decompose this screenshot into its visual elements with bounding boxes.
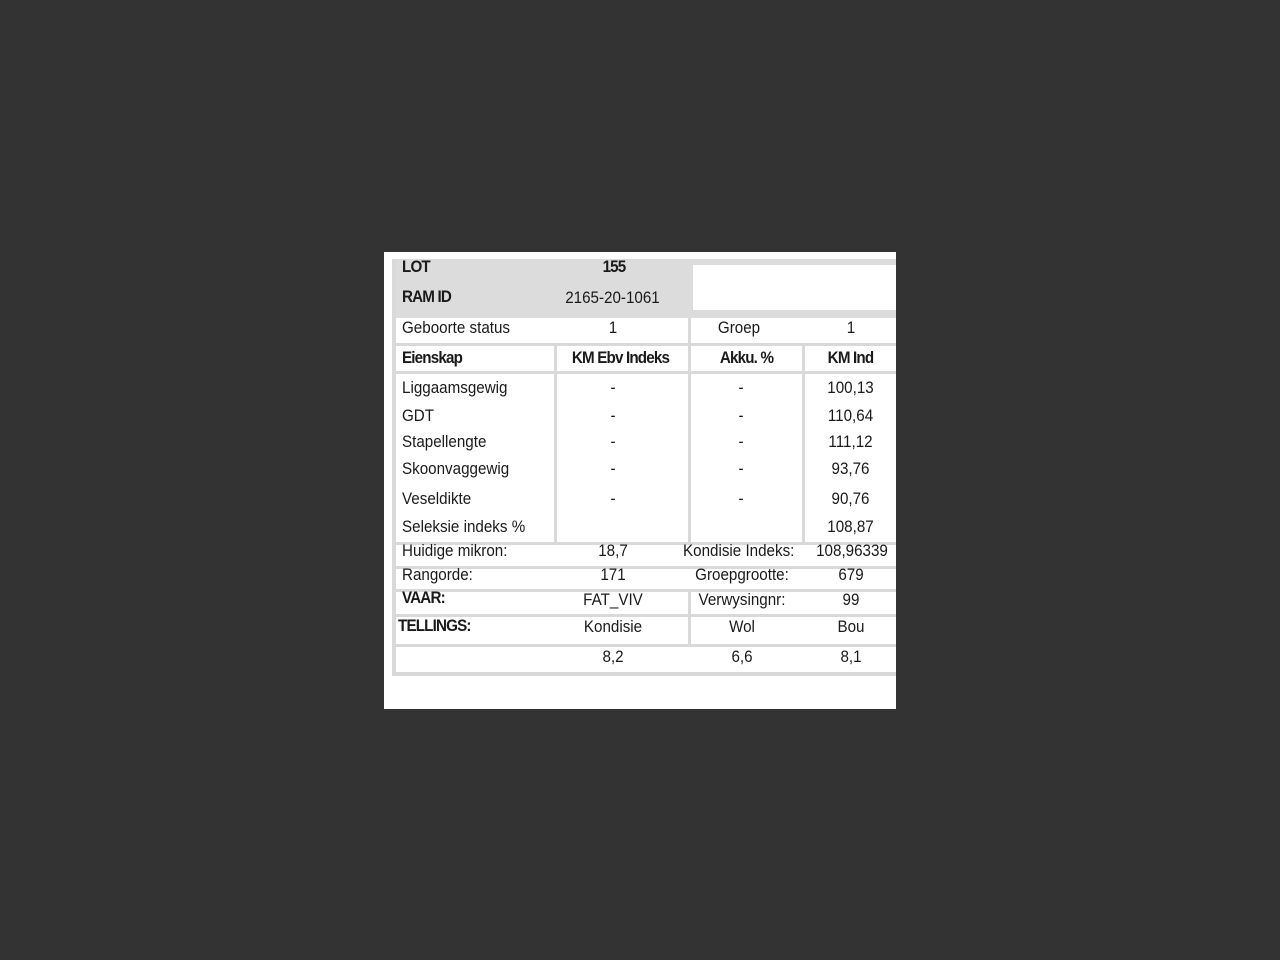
group-size-label: Groepgrootte: [695,566,789,584]
ram-id-label: RAM ID [402,288,452,306]
table-row-accuracy: - [738,490,744,508]
micron-label: Huidige mikron: [402,542,508,560]
reference-value: 99 [842,591,860,609]
table-row-ebv: - [610,379,616,397]
score-value-condition: 8,2 [602,648,624,666]
rank-value: 171 [600,566,626,584]
frame-bottom-line [392,672,896,676]
score-column-condition: Kondisie [583,618,643,636]
table-row-trait: GDT [402,407,435,425]
table-row-accuracy: - [738,407,744,425]
micron-value: 18,7 [598,542,628,560]
grid-line [688,616,691,645]
table-row-trait: Stapellengte [402,433,487,451]
table-row-accuracy: - [738,433,744,451]
grid-line [394,644,896,647]
table-row-accuracy: - [738,460,744,478]
score-value-build: 8,1 [840,648,862,666]
column-header-ebv: KM Ebv Indeks [571,349,670,367]
table-row-ebv: - [610,490,616,508]
table-row-ebv: - [610,407,616,425]
table-row-km-ind: 100,13 [827,379,874,397]
birth-status-value: 1 [608,319,618,337]
column-header-accuracy: Akku. % [719,349,774,367]
scores-label: TELLINGS: [398,617,471,635]
column-header-km-ind: KM Ind [827,349,874,367]
score-column-build: Bou [837,618,865,636]
table-row-ebv: - [610,460,616,478]
grid-line [554,345,557,543]
table-row-trait: Skoonvaggewig [402,460,510,478]
ram-record-sheet [384,252,896,709]
table-row-trait: Liggaamsgewig [402,379,508,397]
blank-header-box [693,265,896,310]
table-row-km-ind: 90,76 [831,490,870,508]
group-value: 1 [846,319,856,337]
table-row-trait: Seleksie indeks % [402,518,526,536]
lot-value: 155 [602,258,626,276]
group-label: Groep [717,319,761,337]
table-row-km-ind: 93,76 [831,460,870,478]
condition-index-label: Kondisie Indeks: [683,542,795,560]
sire-label: VAAR: [402,589,445,607]
table-row-km-ind: 111,12 [828,433,873,451]
lot-label: LOT [402,258,430,276]
condition-index-value: 108,96339 [816,542,888,560]
grid-line [802,345,805,543]
sire-value: FAT_VIV [583,591,643,609]
rank-label: Rangorde: [402,566,473,584]
column-header-trait: Eienskap [402,349,463,367]
grid-line [394,343,896,346]
score-column-wool: Wol [729,618,755,636]
grid-line [394,371,896,374]
score-value-wool: 6,6 [731,648,753,666]
grid-line [688,345,691,543]
table-row-trait: Veseldikte [402,490,472,508]
table-row-ebv: - [610,433,616,451]
group-size-value: 679 [838,566,864,584]
table-row-km-ind: 110,64 [827,407,874,425]
table-row-accuracy: - [738,379,744,397]
table-row-km-ind: 108,87 [827,518,874,536]
birth-status-label: Geboorte status [402,319,511,337]
grid-line [688,318,691,344]
reference-label: Verwysingnr: [698,591,786,609]
ram-id-value: 2165-20-1061 [565,289,660,307]
